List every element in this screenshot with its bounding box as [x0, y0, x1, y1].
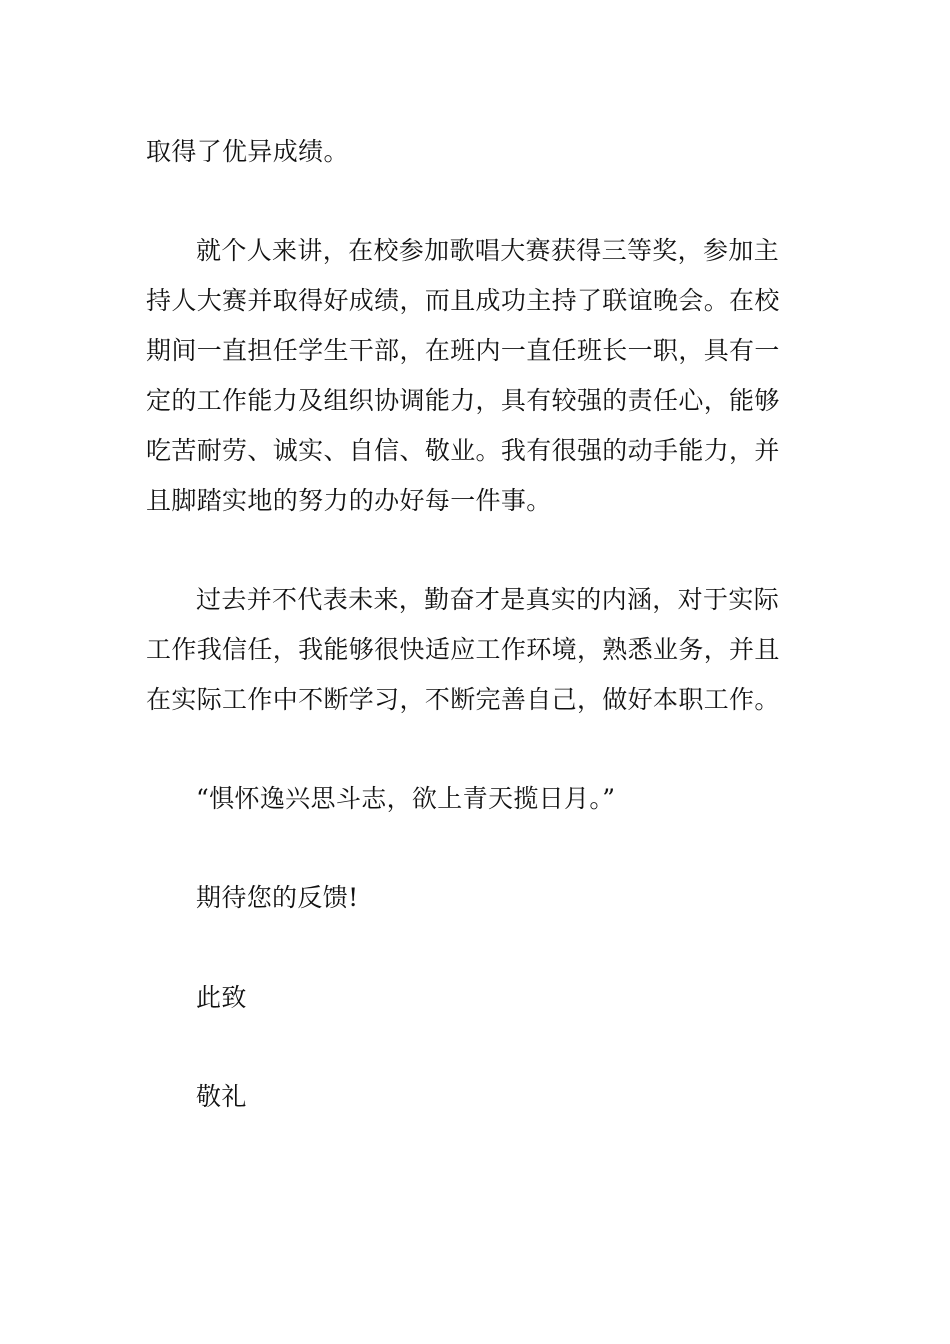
quote-line: “惧怀逸兴思斗志，欲上青天揽日月。”	[196, 784, 616, 813]
paragraph-future-line-1: 过去并不代表未来，勤奋才是真实的内涵，对于实际	[196, 585, 780, 614]
salutation-jing-li: 敬礼	[196, 1082, 247, 1111]
paragraph-future-line-2: 工作我信任，我能够很快适应工作环境，熟悉业务，并且	[146, 635, 780, 664]
paragraph-personal-line-2: 持人大赛并取得好成绩，而且成功主持了联谊晚会。在校	[146, 286, 780, 315]
salutation-ci-zhi: 此致	[196, 983, 247, 1012]
paragraph-personal-line-4: 定的工作能力及组织协调能力，具有较强的责任心，能够	[146, 386, 780, 415]
paragraph-continuation: 取得了优异成绩。	[146, 137, 349, 166]
paragraph-personal-line-1: 就个人来讲，在校参加歌唱大赛获得三等奖，参加主	[196, 236, 780, 265]
paragraph-personal-line-5: 吃苦耐劳、诚实、自信、敬业。我有很强的动手能力，并	[146, 436, 780, 465]
paragraph-future-line-3: 在实际工作中不断学习，不断完善自己，做好本职工作。	[146, 685, 780, 714]
paragraph-personal-line-3: 期间一直担任学生干部，在班内一直任班长一职，具有一	[146, 336, 780, 365]
paragraph-personal-line-6: 且脚踏实地的努力的办好每一件事。	[146, 486, 552, 515]
closing-feedback: 期待您的反馈!	[196, 883, 359, 912]
